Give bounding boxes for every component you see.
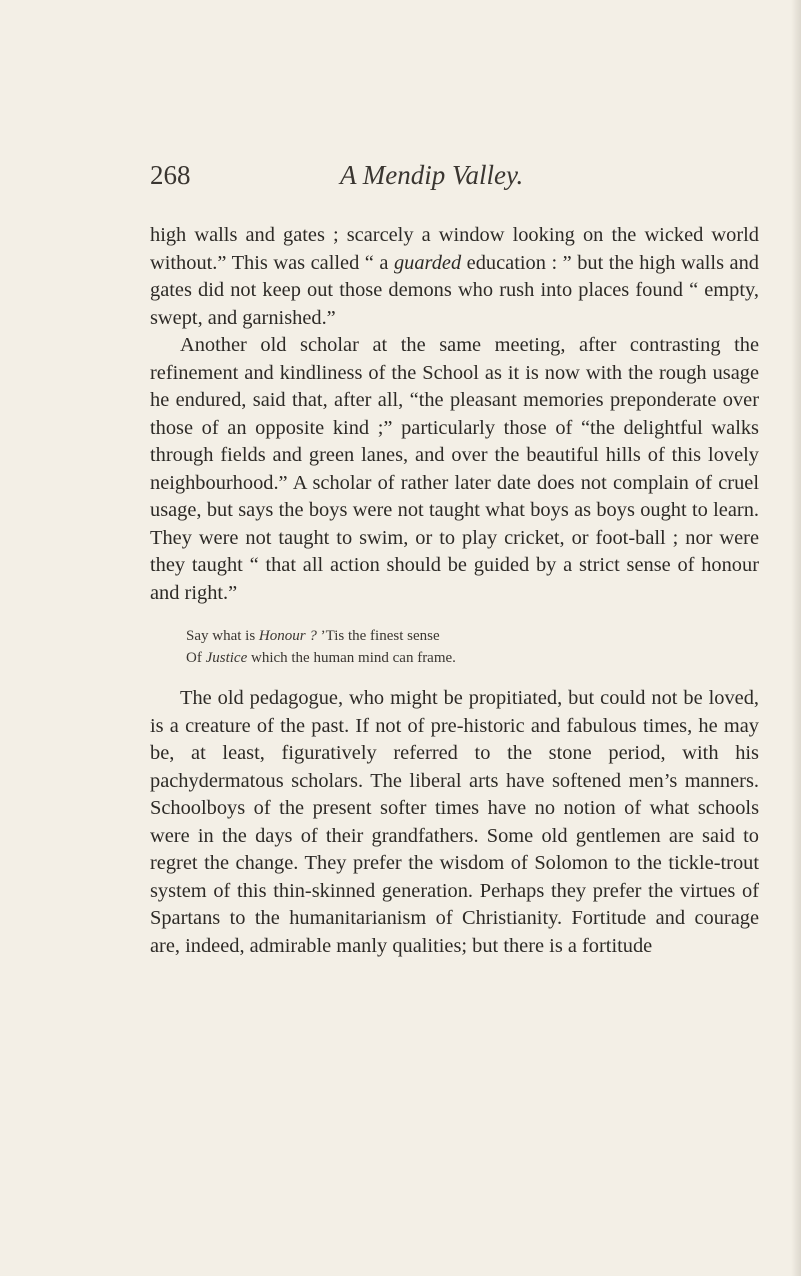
paragraph-1-italic: guarded — [393, 251, 462, 274]
paragraph-2: Another old scholar at the same meeting, after contrasting the refinement and kindliness of the School as it is now with the rough usage he endured, said that, after all, “the pleasant memories preponderate over those of an opposite kind ;” particularly those of “the delightful walks through fields and green lanes, and over the beautiful hills of this lovely neighbourhood.” A scholar of rather later date does not complain of cruel usage, but says the boys were not taught what boys as boys ought to learn. They were not taught to swim, or to play cricket, or foot-ball ; nor were they taught “ that all action should be guided by a strict sense of honour and right.” — [150, 334, 759, 604]
page-edge-shadow — [791, 0, 801, 1276]
running-head — [150, 158, 759, 192]
running-title: A Mendip Valley. — [340, 160, 524, 190]
quote-line-1-italic: Honour ? — [258, 628, 317, 644]
paragraph-1-text-b: education : ” but the high walls and gates did not keep out those demons who rush into places found “ empty, swept, and garnished.” — [150, 251, 759, 329]
quote-line-1 — [186, 625, 759, 647]
quote-line-1-b: ’Tis the finest sense — [316, 628, 440, 644]
paragraph-3: The old pedagogue, who might be propitiated, but could not be loved, is a creature of the past. If not of pre-historic and fabulous times, he may be, at least, figuratively referred to the stone period, with his pachydermatous scholars. The liberal arts have softened men’s manners. Schoolboys of the present softer times have no notion of what schools were in the days of their grandfathers. Some old gentlemen are said to regret the change. They prefer the wisdom of Solomon to the tickle-trout system of this thin-skinned generation. Perhaps they prefer the virtues of Spartans to the humanitarianism of Christianity. Fortitude and courage are, indeed, admirable manly qualities; but there is a fortitude — [150, 687, 759, 957]
quote-line-1-a: Say what is — [186, 628, 259, 644]
quote-line-2-italic: Justice — [205, 650, 248, 666]
paragraph-1 — [150, 222, 759, 332]
body-text — [150, 222, 759, 960]
verse-quotation — [150, 625, 759, 669]
page-number: 268 — [150, 160, 191, 190]
quote-line-2 — [186, 647, 759, 669]
quote-line-2-a: Of — [186, 650, 206, 666]
quote-line-2-b: which the human mind can frame. — [247, 650, 456, 666]
paragraph-1-text-a: high walls and gates ; scarcely a window looking on the wicked world without.” This was called “ a — [150, 224, 759, 274]
